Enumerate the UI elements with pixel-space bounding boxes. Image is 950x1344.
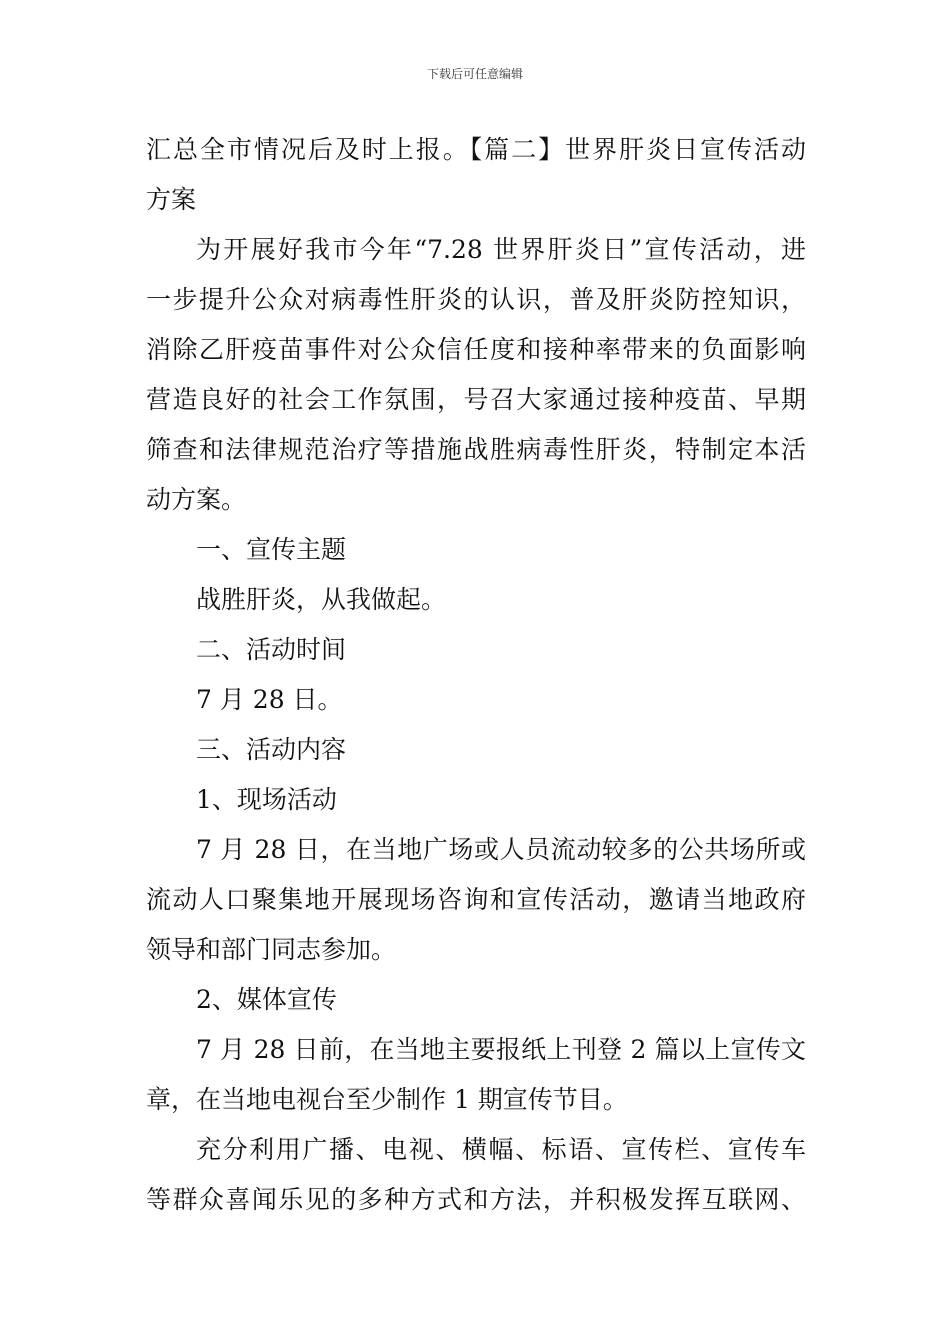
subsection-heading: 2、媒体宣传 [196, 985, 337, 1014]
text-line: 消除乙肝疫苗事件对公众信任度和接种率带来的负面影响 [146, 335, 806, 364]
section-heading: 二、活动时间 [196, 635, 347, 664]
text-line: 一步提升公众对病毒性肝炎的认识，普及肝炎防控知识， [146, 285, 806, 314]
section-heading: 一、宣传主题 [196, 535, 347, 564]
text-line: 筛查和法律规范治疗等措施战胜病毒性肝炎，特制定本活 [146, 435, 806, 464]
page-header: 下载后可任意编辑 [426, 67, 523, 81]
text-line: 7 月 28 日前，在当地主要报纸上刊登 2 篇以上宣传文 [196, 1035, 806, 1064]
text-line: 7 月 28 日，在当地广场或人员流动较多的公共场所或 [196, 835, 806, 864]
document-body [146, 125, 806, 1225]
text-line: 动方案。 [146, 485, 247, 514]
text-line: 充分利用广播、电视、横幅、标语、宣传栏、宣传车 [196, 1135, 806, 1164]
text-line: 流动人口聚集地开展现场咨询和宣传活动，邀请当地政府 [146, 885, 806, 914]
text-line: 战胜肝炎，从我做起。 [196, 585, 447, 614]
section-heading: 三、活动内容 [196, 735, 347, 764]
text-line: 方案 [146, 185, 197, 214]
text-line: 等群众喜闻乐见的多种方式和方法，并积极发挥互联网、 [146, 1185, 806, 1214]
subsection-heading: 1、现场活动 [196, 785, 337, 814]
text-line: 营造良好的社会工作氛围，号召大家通过接种疫苗、早期 [146, 385, 806, 414]
text-line: 章，在当地电视台至少制作 1 期宣传节目。 [146, 1085, 628, 1114]
text-line: 领导和部门同志参加。 [146, 935, 397, 964]
text-line: 7 月 28 日。 [196, 685, 343, 714]
text-line: 为开展好我市今年“7.28 世界肝炎日”宣传活动，进 [196, 235, 806, 264]
text-line: 汇总全市情况后及时上报。【篇二】世界肝炎日宣传活动 [146, 135, 806, 164]
